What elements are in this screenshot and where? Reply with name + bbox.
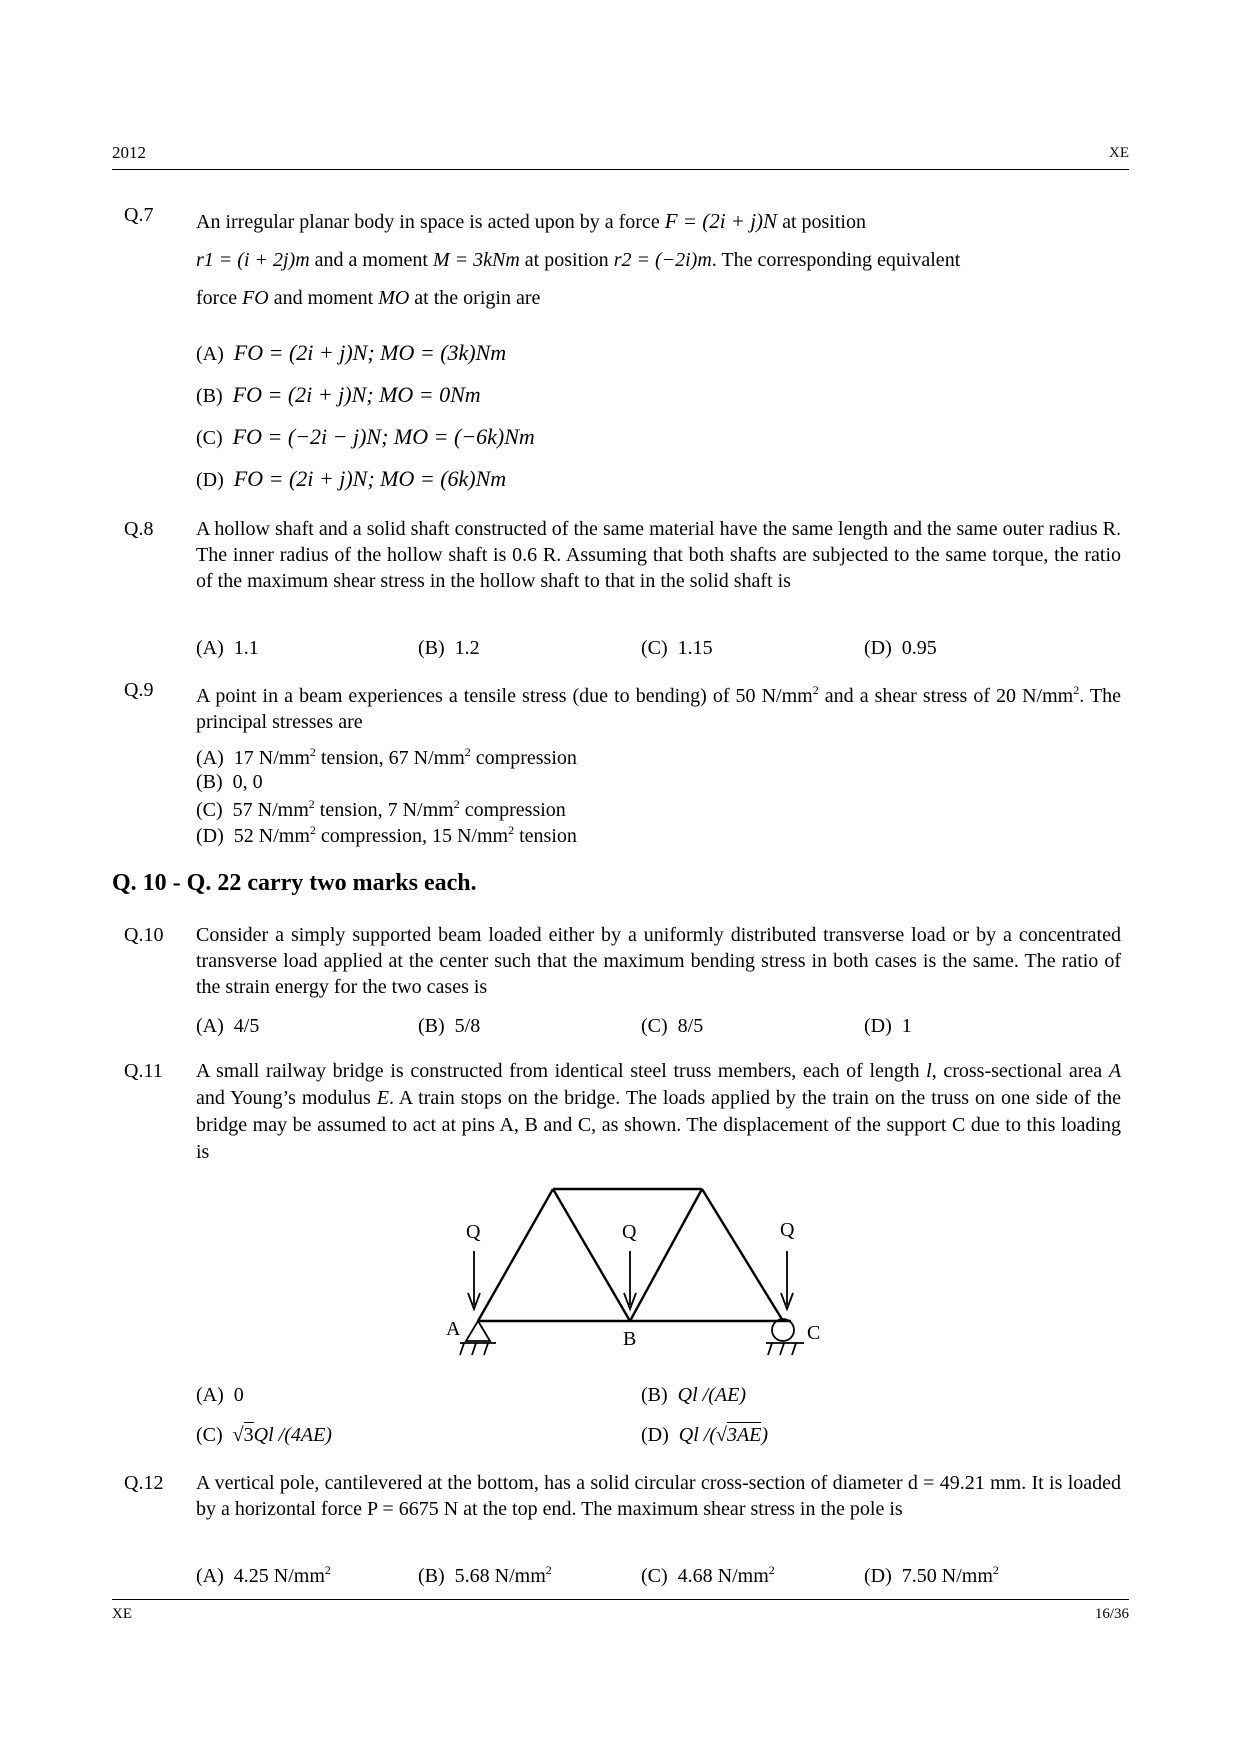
question-text: A small railway bridge is constructed from identical steel truss members, each of length l, cross-sectional area A and Young’s modulus E. A train stops on the bridge. The loads applied by the train on the truss on one side of the bridge may be assumed to act at pins A, B and C, as shown. The displacement of the support C due to this loading is <box>196 1060 1122 1163</box>
load-label-c: Q <box>780 1219 795 1241</box>
q7-option-a[interactable]: (A) FO = (2i + j)N; MO = (3k)Nm <box>196 340 507 365</box>
load-label-b: Q <box>622 1221 637 1243</box>
position-r2: r2 = (−2i)m <box>613 249 712 271</box>
q11-option-b[interactable]: (B) Ql /(AE) <box>641 1384 746 1406</box>
question-number: Q.11 <box>124 1060 163 1082</box>
page-footer <box>112 1599 1129 1622</box>
q9-option-d[interactable]: (D) 52 $N/mm^2$ compression, 15 $N/mm^2$ tension <box>196 823 577 847</box>
q8-option-d[interactable]: (D) 0.95 <box>864 637 937 659</box>
header-year: 2012 <box>112 143 146 162</box>
q8-option-a[interactable]: (A) 1.1 <box>196 637 259 659</box>
pin-label-b: B <box>623 1328 637 1350</box>
truss-member-top-b <box>553 1189 630 1321</box>
q10-option-d[interactable]: (D) 1 <box>864 1015 912 1037</box>
q11-option-c[interactable]: (C) √3Ql /(4AE) <box>196 1424 332 1446</box>
roller-support-c <box>766 1319 804 1355</box>
q11-option-d[interactable]: (D) Ql /(√3AE) <box>641 1424 769 1446</box>
question-number: Q.10 <box>124 924 164 946</box>
truss-member-a-top <box>478 1189 553 1321</box>
mo-symbol: MO <box>378 287 410 309</box>
question-text: An irregular planar body in space is acted upon by a force F = (2i + j)N at position r1 = (i + 2j)m and a moment M = 3kNm at position r2 = (−2i)m. The corresponding equivalent force FO and moment MO at the origin are <box>196 209 961 309</box>
question-number: Q.12 <box>124 1472 164 1494</box>
page-number: 16/36 <box>1094 1606 1129 1622</box>
question-number: Q.7 <box>124 204 154 226</box>
q8-option-c[interactable]: (C) 1.15 <box>641 637 713 659</box>
question-text: A point in a beam experiences a tensile stress (due to bending) of 50 $N/mm^2$ and a shear stress of 20 $N/mm^2$. The principal stresses are <box>196 683 1121 733</box>
question-text: Consider a simply supported beam loaded either by a uniformly distributed transverse load or by a concentrated transverse load applied at the center such that the maximum bending stress in both cases is the same. The ratio of the strain energy for the two cases is <box>196 924 1121 998</box>
q12-option-b[interactable]: (B) 5.68 $N/mm^2$ <box>418 1563 552 1587</box>
q10-option-a[interactable]: (A) 4/5 <box>196 1015 260 1037</box>
question-text: A vertical pole, cantilevered at the bottom, has a solid circular cross-section of diameter d = 49.21 mm. It is loaded by a horizontal force P = 6675 N at the top end. The maximum shear stress in the pole is <box>196 1472 1121 1520</box>
section-heading: Q. 10 - Q. 22 carry two marks each. <box>112 870 477 896</box>
force-equation: F = (2i + j)N <box>664 209 778 233</box>
q12-option-d[interactable]: (D) 7.50 $N/mm^2$ <box>864 1563 999 1587</box>
question-number: Q.9 <box>124 679 154 701</box>
q7-option-b[interactable]: (B) FO = (2i + j)N; MO = 0Nm <box>196 382 481 407</box>
q12-option-c[interactable]: (C) 4.68 $N/mm^2$ <box>641 1563 775 1587</box>
q10-option-b[interactable]: (B) 5/8 <box>418 1015 481 1037</box>
load-label-a: Q <box>466 1221 481 1243</box>
q9-option-b[interactable]: (B) 0, 0 <box>196 771 263 793</box>
question-number: Q.8 <box>124 518 154 540</box>
q7-option-d[interactable]: (D) FO = (2i + j)N; MO = (6k)Nm <box>196 466 507 491</box>
truss-diagram <box>440 1180 820 1375</box>
truss-member-b-top <box>630 1189 702 1321</box>
question-text: A hollow shaft and a solid shaft constructed of the same material have the same length and the same outer radius R. The inner radius of the hollow shaft is 0.6 R. Assuming that both shafts are subjected to the same torque, the ratio of the maximum shear stress in the hollow shaft to that in the solid shaft is <box>196 518 1121 592</box>
header-code: XE <box>1109 145 1129 161</box>
pin-label-a: A <box>446 1318 461 1340</box>
q8-option-b[interactable]: (B) 1.2 <box>418 637 480 659</box>
q10-option-c[interactable]: (C) 8/5 <box>641 1015 704 1037</box>
pin-support-a <box>460 1321 496 1355</box>
q12-option-a[interactable]: (A) 4.25 $N/mm^2$ <box>196 1563 331 1587</box>
q9-option-c[interactable]: (C) 57 $N/mm^2$ tension, 7 $N/mm^2$ compression <box>196 797 566 821</box>
position-r1: r1 = (i + 2j)m <box>196 249 310 271</box>
page-header <box>112 143 1129 170</box>
moment-equation: M = 3kNm <box>432 249 520 271</box>
q9-option-a[interactable]: (A) 17 $N/mm^2$ tension, 67 $N/mm^2$ compression <box>196 745 577 769</box>
footer-code: XE <box>112 1606 132 1622</box>
fo-symbol: FO <box>242 287 269 309</box>
q7-option-c[interactable]: (C) FO = (−2i − j)N; MO = (−6k)Nm <box>196 424 535 449</box>
pin-label-c: C <box>807 1322 820 1344</box>
truss-member-top-c <box>702 1189 783 1321</box>
q11-option-a[interactable]: (A) 0 <box>196 1384 244 1406</box>
